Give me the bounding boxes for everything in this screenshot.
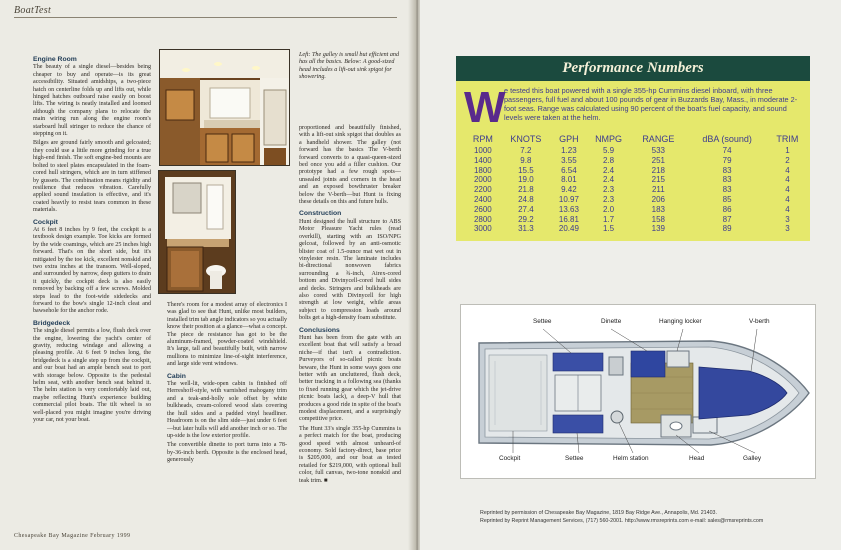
table-cell: 2600 [473,204,492,214]
column-header: RPM [472,134,493,144]
table-cell: 27.4 [518,204,534,214]
galley-photo [159,49,290,166]
table-row [466,224,806,234]
table-cell: 1400 [473,155,492,165]
table-cell: 3000 [473,224,492,234]
column-header: GPH [559,134,579,144]
table-cell: 7.2 [520,146,532,155]
label-settee-top: Settee [533,318,552,325]
table-cell: 4 [785,165,790,175]
label-head: Head [689,455,705,462]
section-tag: BoatTest [14,5,52,16]
cabin-paragraph-1: The well-lit, wide-open cabin is finished off Herreshoff-style, with varnished mahogany trim and a teak-and-holly sole offset by white bulkheads, cream-colored wood slats covering the hull sides and a padded vinyl headliner. Headroom is on the slim side—just under 6 feet—but later hulls will add another inch or so. The up-side is the low exterior profile. [167,381,287,439]
article-column-2 [167,302,287,532]
table-cell: 4 [785,204,790,214]
table-cell: 1.7 [603,214,615,224]
table-row [466,185,806,195]
column-header: TRIM [776,134,799,144]
table-cell: 19.0 [518,175,534,185]
table-cell: 211 [651,185,665,195]
table-cell: 2800 [473,214,492,224]
conclusions-heading: Conclusions [299,326,340,334]
table-cell: 1.5 [603,224,615,234]
table-row [466,205,806,215]
table-cell: 13.63 [558,204,579,214]
engine-room-paragraph-1: The beauty of a single diesel—besides being cheaper to buy and operate—is its great accessibility. Situated amidships, a two-piece hatch on centerline folds up and lifts out, while hinged hatches outboard raise easily on boost lifts. The wiring is neatly installed and loomed although the company plans to relocate the main wiring run along the engine room's starboard hull stringer to reduce the chance of stepping on it. [33,64,151,138]
table-cell: 533 [651,146,665,155]
table-cell: 3 [785,214,790,224]
table-cell: 2200 [473,185,492,195]
table-cell: 74 [722,146,732,155]
table-cell: 2 [785,155,790,165]
table-cell: 3.55 [561,155,577,165]
table-cell: 29.2 [518,214,534,224]
table-cell: 86 [722,204,732,214]
table-cell: 20.49 [558,224,579,234]
table-cell: 83 [722,175,732,185]
cabin-heading: Cabin [167,372,186,380]
column-header: KNOTS [510,134,542,144]
table-cell: 139 [651,224,665,234]
table-cell: 1.23 [561,146,577,155]
table-cell: 158 [651,214,665,224]
table-cell: 206 [651,194,665,204]
bridgedeck-heading: Bridgedeck [33,319,71,327]
table-cell: 2000 [473,175,492,185]
cockpit-paragraph: At 6 feet 8 inches by 9 feet, the cockpit is a textbook design example. Toe kicks are formed by the wide coamings, which are 25 inches high forward. That's on the short side, but it's mitigated by the toe kick, excellent nonskid and two extra inches at the transom. Well-sloped, and surrounded by narrow, deep gutters to drain it quickly, the cockpit deck is also easily removed by backing off a few screws. Molded steps lead to the foot-wide sidedecks and forward to the bow's single 12-inch cleat and bawsehole for the anchor rode. [33,226,151,315]
column-header: NMPG [595,134,623,144]
reprint-notice [480,509,820,525]
engine-room-paragraph-2: Bilges are ground fairly smooth and gelcoated; they could use a little more grinding for a true high-end finish. The soft engine-bed mounts are bolted to steel plates encapsulated in the foam-cored hull stringers, which are in turn stiffened by gussets. The combination means rigidity and resilience that reduces vibration. Carefully applied sound insulation is effective, and it's coated heavily to resist tears common in these materials. [33,140,151,214]
reprint-line-2: Reprinted by Reprint Management Services, (717) 560-2001. http://www.rmsreprints.com e-mail: sales@rmsreprints.com [480,518,764,524]
table-cell: 83 [722,165,732,175]
performance-table-header [466,134,806,146]
head-photo [158,170,236,294]
table-cell: 1 [785,146,790,155]
conclusions-paragraph-1: Hunt has been from the gate with an excellent boat that will satisfy a broad niche—if that isn't a contradiction. Purveyors of so-called picnic boats beware, the Hunt in some ways goes one better with an uncluttered, flush deck, better tracking in a following sea (thanks to fixed running gear which the jet-drive picnic boats lack), a deep-V hull that produces a good ride in spite of the boat's modest displacement, and a surprisingly competitive price. [299,334,401,423]
engine-room-heading: Engine Room [33,56,77,63]
table-cell: 4 [785,185,790,195]
table-cell: 2.0 [603,204,615,214]
deck-layout-drawing [460,304,816,479]
table-row [466,156,806,166]
table-cell: 87 [722,214,732,224]
table-cell: 4 [785,175,790,185]
table-cell: 1800 [473,165,492,175]
cabin-paragraph-2: The convertible dinette to port turns into a 78-by-36-inch berth. Opposite is the enclosed head, generously [167,442,287,464]
label-galley: Galley [743,455,762,462]
table-cell: 6.54 [561,165,577,175]
table-cell: 183 [651,204,665,214]
article-column-3 [299,125,401,530]
construction-heading: Construction [299,210,342,218]
table-row [466,215,806,225]
table-cell: 215 [651,175,665,185]
performance-table-body [466,146,806,234]
table-cell: 1000 [473,146,492,155]
label-hanging-locker: Hanging locker [659,318,702,325]
page-footer: Chesapeake Bay Magazine February 1999 [14,533,131,539]
performance-box [456,56,810,241]
table-cell: 2400 [473,194,492,204]
electronics-paragraph: There's room for a modest array of electronics I was glad to see that Hunt, unlike most builders, installed trim tab angle indicators so you actually know their position at a glance—what a concept. The piece de resistance has got to be the aluminum-framed, powder-coated windshield. It's large, tall and beautifully built, with narrow mullions to minimize line-of-sight interference, and large side vent windows. [167,302,287,368]
performance-table [466,134,806,234]
head-photo-illustration [159,171,236,294]
table-cell: 9.42 [561,185,577,195]
table-cell: 2.8 [603,155,615,165]
table-cell: 2.4 [603,165,615,175]
table-cell: 5.9 [603,146,615,155]
boat-layout-plan [461,305,817,480]
table-cell: 8.01 [561,175,577,185]
bridgedeck-paragraph: The single diesel permits a low, flush deck over the engine, lowering the yacht's center of gravity, reducing windage and allowing a pleasing profile. At 6 feet 9 inches long, the bridgedeck is a single step up from the cockpit, and our boat had an ample bench seat to port with storage below. Opposite is the pedestal helm seat, with another bench seat behind it. The helm station is very comfortably laid out, maybe reflecting Hunt's experience building commercial pilot boats. The tilt wheel is so well-placed you might imagine you're driving your car, not your boat. [33,328,151,424]
label-v-berth: V-berth [749,318,770,325]
table-cell: 10.97 [558,194,579,204]
table-cell: 83 [722,185,732,195]
table-cell: 2.3 [603,185,615,195]
table-cell: 218 [651,165,665,175]
photo-caption: Left: The galley is small but efficient and has all the basics. Below: A good-sized head includes a lift-out sink spigot for showering. [299,52,400,81]
table-cell: 4 [785,194,790,204]
article-column-1 [33,52,151,512]
table-row [466,166,806,176]
table-cell: 24.8 [518,194,534,204]
label-dinette: Dinette [601,318,622,325]
table-row [466,146,806,156]
table-cell: 9.8 [520,155,532,165]
table-cell: 15.5 [518,165,534,175]
construction-paragraph: Hunt designed the hull structure to ABS Motor Pleasure Yacht rules (read overkill), starting with an ISO/NPG gelcoat, followed by an anti-osmotic blister coat of 1.5-ounce mat wet out in vinylester resin. The laminate includes bi-directional nonwoven fabrics surrounding a ¾-inch, Airex-cored bottom and Divinycell-cored hull sides and decks. Stringers and bulkheads are also cored with Divinycell for high strength at low weight, while areas subject to compression loads around bolts get a high-density foam substitute. [299,218,401,322]
column-header: dBA (sound) [702,134,752,144]
table-row [466,175,806,185]
label-helm-station: Helm station [613,455,649,462]
performance-intro: e tested this boat powered with a single 355-hp Cummins diesel inboard, with three passengers, full fuel and about 100 pounds of gear in Buzzards Bay, Mass., in moderate 2-foot seas. Range was calculated using 90 percent of the boat's fuel capacity, and sound levels were taken at the helm. [504,86,798,122]
label-settee-bottom: Settee [565,455,584,462]
performance-title: Performance Numbers [562,60,704,76]
galley-photo-illustration [160,50,290,166]
cockpit-heading: Cockpit [33,218,58,226]
table-cell: 16.81 [558,214,579,224]
reprint-line-1: Reprinted by permission of Chesapeake Bay Magazine, 1819 Bay Ridge Ave., Annapolis, Md. 21403. [480,510,717,516]
drop-cap: W [464,83,506,132]
table-cell: 2.3 [603,194,615,204]
label-cockpit: Cockpit [499,455,521,462]
header-rule [14,17,397,18]
table-cell: 85 [722,194,732,204]
column-header: RANGE [642,134,675,144]
table-cell: 21.8 [518,185,534,195]
table-cell: 251 [651,155,665,165]
table-cell: 31.3 [518,224,534,234]
head-paragraph: proportioned and beautifully finished, with a lift-out sink spigot that doubles as a handheld shower. The galley (not forward has the basics The V-berth forward converts to a quasi-queen-sized bed once you add a filler cushion. Our prototype had a few rough spots—unsealed joints and corners in the head and an exposed bowthruster breaker below the V-berth—but Hunt is fixing these details on this and future hulls. [299,125,401,206]
table-cell: 3 [785,224,790,234]
left-page [0,0,414,550]
table-row [466,195,806,205]
table-cell: 89 [722,224,732,234]
table-cell: 2.4 [603,175,615,185]
conclusions-paragraph-2: The Hunt 33's single 355-hp Cummins is a perfect match for the boat, producing good speed with almost unheard-of economy. Sold factory-direct, base price is $205,000, and our boat as tested retailed for $219,000, with optional hull color, full canvas, two-tone nonskid and teak trim. ■ [299,425,401,484]
table-cell: 79 [722,155,732,165]
